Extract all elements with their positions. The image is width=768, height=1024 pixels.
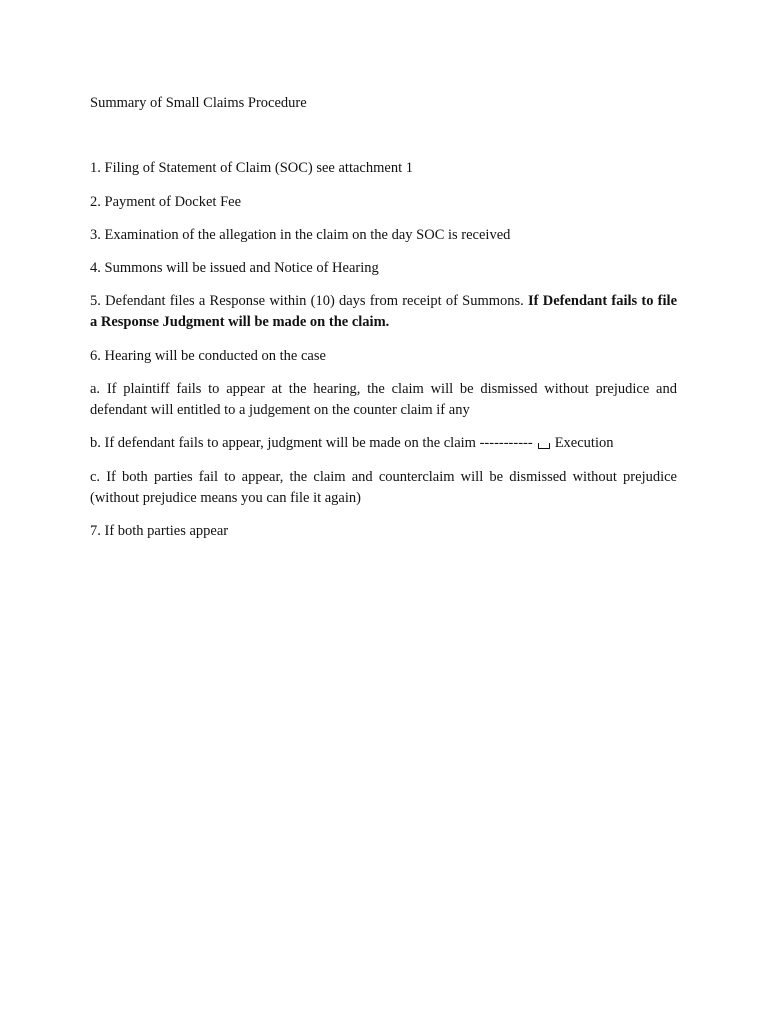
step-2: 2. Payment of Docket Fee (90, 194, 242, 210)
step-5 (90, 291, 677, 333)
step-7: 7. If both parties appear (90, 523, 229, 539)
sub-item-b (90, 433, 677, 454)
sub-item-a: a. If plaintiff fails to appear at the hearing, the claim will be dismissed without prejudice and defendant will entitled to a judgement on the counter claim if any (90, 381, 677, 418)
step-1: 1. Filing of Statement of Claim (SOC) see attachment 1 (90, 160, 413, 176)
step-5-text: 5. Defendant files a Response within (10) days from receipt of Summons. (90, 293, 524, 309)
step-3: 3. Examination of the allegation in the claim on the day SOC is received (90, 227, 511, 243)
step-5-warning: If Defendant fails to file a Response Judgment will be made on the claim. (90, 293, 678, 330)
arrow-icon (538, 443, 550, 449)
step-4: 4. Summons will be issued and Notice of Hearing (90, 260, 379, 276)
sub-item-b-result: Execution (554, 435, 614, 451)
step-6: 6. Hearing will be conducted on the case (90, 348, 326, 364)
sub-item-c: c. If both parties fail to appear, the claim and counterclaim will be dismissed without prejudice (without prejudice means you can file it again) (90, 469, 677, 506)
document-title: Summary of Small Claims Procedure (90, 95, 307, 111)
sub-item-b-text: b. If defendant fails to appear, judgment will be made on the claim ----------- (90, 435, 533, 451)
document-page (90, 0, 677, 1024)
